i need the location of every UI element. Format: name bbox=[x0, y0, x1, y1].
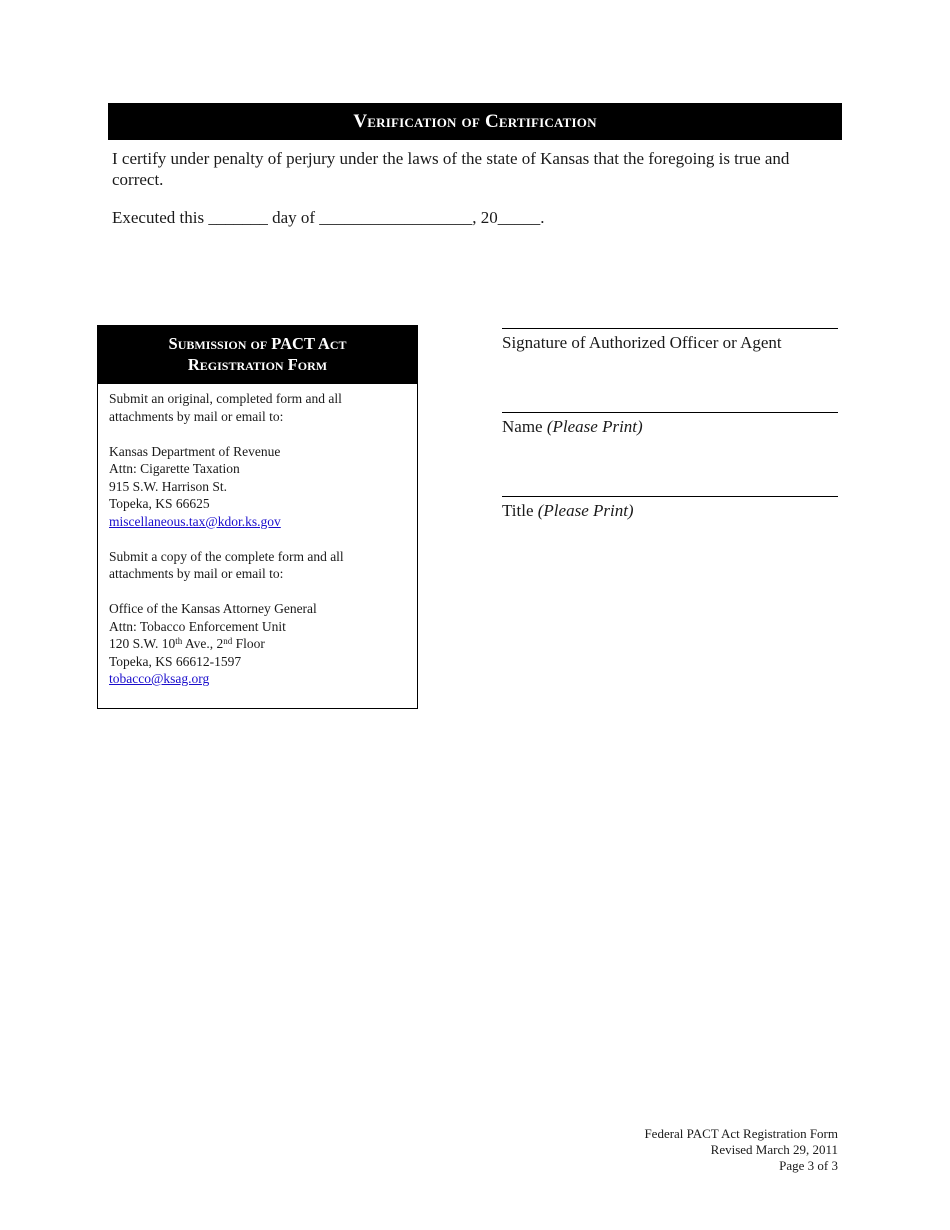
submission-body bbox=[98, 384, 417, 688]
ag-street-sup1: th bbox=[175, 636, 183, 646]
executed-date-line bbox=[112, 207, 545, 229]
submission-box bbox=[97, 325, 418, 709]
ag-street-sup2: nd bbox=[223, 636, 233, 646]
copy-instructions: Submit a copy of the complete form and all attachments by mail or email to: bbox=[109, 548, 344, 581]
footer-page: Page 3 of 3 bbox=[779, 1158, 838, 1173]
title-label bbox=[502, 500, 634, 522]
title-hint: (Please Print) bbox=[537, 501, 634, 520]
ag-street-part2: Ave., 2 bbox=[182, 636, 224, 651]
submission-title-line1: Submission of PACT Act bbox=[168, 334, 347, 353]
name-label-text: Name bbox=[502, 417, 543, 436]
ag-street-part1: 120 S.W. 10 bbox=[109, 636, 176, 651]
executed-prefix: Executed this bbox=[112, 208, 205, 227]
name-hint: (Please Print) bbox=[546, 417, 643, 436]
certification-statement: I certify under penalty of perjury under the laws of the state of Kansas that the foregoing is true and correct. bbox=[112, 149, 790, 189]
page-footer bbox=[644, 1126, 838, 1174]
name-line[interactable] bbox=[502, 412, 838, 413]
title-line[interactable] bbox=[502, 496, 838, 497]
verification-title: Verification of Certification bbox=[108, 103, 842, 140]
kdor-email-link[interactable]: miscellaneous.tax@kdor.ks.gov bbox=[109, 513, 281, 529]
executed-end: . bbox=[540, 208, 545, 227]
ag-address bbox=[109, 600, 406, 688]
ag-name: Office of the Kansas Attorney General bbox=[109, 601, 317, 616]
executed-day-blank: _______ bbox=[208, 208, 268, 227]
kdor-name: Kansas Department of Revenue bbox=[109, 443, 281, 459]
kdor-attn: Attn: Cigarette Taxation bbox=[109, 461, 240, 476]
signature-line[interactable] bbox=[502, 328, 838, 329]
kdor-city: Topeka, KS 66625 bbox=[109, 496, 210, 511]
executed-year-blank: _____ bbox=[497, 208, 541, 227]
ag-city: Topeka, KS 66612-1597 bbox=[109, 653, 242, 669]
original-instructions: Submit an original, completed form and all attachments by mail or email to: bbox=[109, 391, 342, 424]
executed-dayof: day of bbox=[272, 208, 316, 227]
ag-attn: Attn: Tobacco Enforcement Unit bbox=[109, 618, 286, 634]
name-label bbox=[502, 416, 643, 438]
footer-revised: Revised March 29, 2011 bbox=[710, 1142, 838, 1157]
footer-form-name: Federal PACT Act Registration Form bbox=[644, 1126, 838, 1141]
ag-street-part3: Floor bbox=[232, 636, 265, 651]
executed-year-prefix: , 20 bbox=[472, 208, 498, 227]
executed-month-blank: __________________ bbox=[319, 208, 473, 227]
title-label-text: Title bbox=[502, 501, 534, 520]
signature-label: Signature of Authorized Officer or Agent bbox=[502, 333, 782, 352]
kdor-street: 915 S.W. Harrison St. bbox=[109, 478, 228, 494]
submission-title bbox=[98, 326, 417, 384]
ag-email-link[interactable]: tobacco@ksag.org bbox=[109, 671, 210, 686]
submission-title-line2: Registration Form bbox=[187, 355, 328, 374]
kdor-address bbox=[109, 443, 406, 531]
ag-street bbox=[109, 635, 406, 653]
